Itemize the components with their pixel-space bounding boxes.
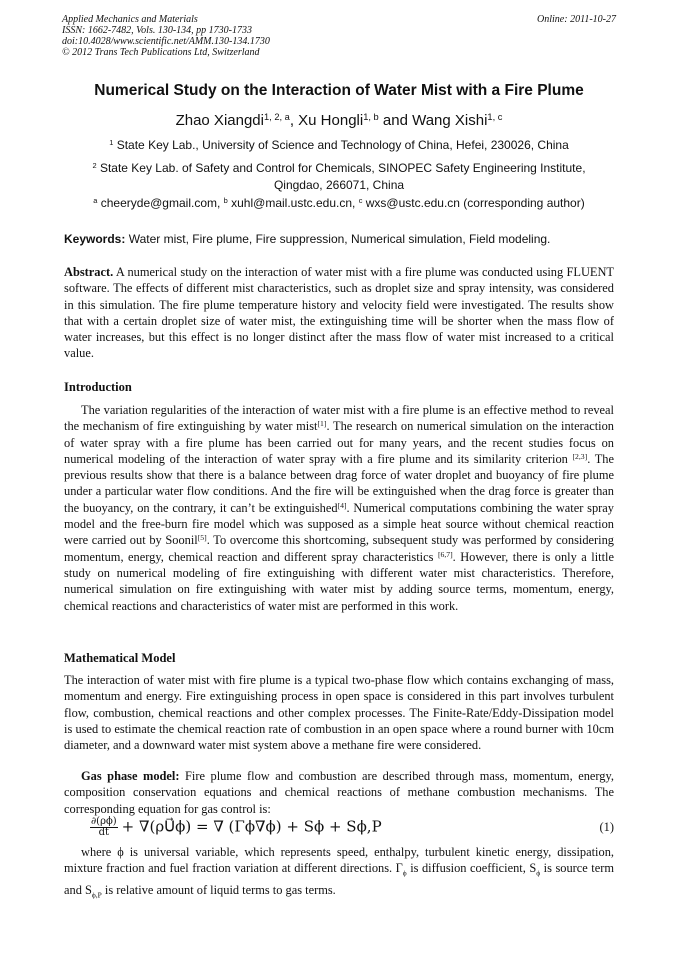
subscript: ϕ bbox=[536, 868, 541, 878]
author-separator: , bbox=[289, 112, 299, 129]
citation: [1] bbox=[317, 419, 327, 429]
explanation-text: is source term and S bbox=[64, 861, 614, 898]
keywords-label: Keywords: bbox=[64, 232, 126, 246]
author-list bbox=[20, 112, 658, 129]
copyright: © 2012 Trans Tech Publications Ltd, Switzerland bbox=[62, 47, 260, 58]
intro-text: . To overcome this shortcoming, subsequent study was performed by considering momentum, energy, chemical reaction and different spray characteristics bbox=[64, 533, 614, 564]
affiliation-1-mark: 1 bbox=[109, 137, 114, 147]
affiliation-1-text: State Key Lab., University of Science and Technology of China, Hefei, 230026, China bbox=[113, 138, 569, 152]
issn: ISSN: 1662-7482, Vols. 130-134, pp 1730-1733 bbox=[62, 25, 252, 36]
explanation-text: is relative amount of liquid terms to gas terms. bbox=[101, 883, 336, 898]
affiliation-2-mark: 2 bbox=[92, 160, 97, 170]
equation-number: (1) bbox=[599, 820, 614, 834]
abstract-text: A numerical study on the interaction of water mist with a fire plume was conducted using FLUENT software. The effects of different mist characteristics, such as droplet size and spray intensity, was considered in this simulation. The fire plume temperature history and velocity field were investigated. The results show that with a certain droplet size of water mist, the extinguishing time will be shorter when the mass flow of water increases, but this effect is no longer distinct after the mass flow of water mist increased to a critical value. bbox=[64, 265, 614, 361]
intro-text: The variation regularities of the interaction of water mist with a fire plume is an effective method to reveal the mechanism of fire extinguishing by water mist bbox=[64, 403, 614, 434]
author-1-affil: 1, 2, a bbox=[263, 111, 290, 122]
introduction-body bbox=[64, 402, 614, 614]
gas-phase-text: Fire plume flow and combustion are described through mass, momentum, energy, composition conservation equations and chemical reactions of methane combustion mechanisms. The corresponding equation for gas control is: bbox=[64, 769, 614, 816]
paper-title: Numerical Study on the Interaction of Water Mist with a Fire Plume bbox=[94, 82, 584, 99]
fraction-denominator: dt bbox=[98, 827, 110, 838]
citation: [2,3] bbox=[572, 451, 588, 461]
intro-text: . However, there is only a little study on numerical modeling of fire extinguishing with different water mist characteristics. Therefore, numerical simulation on fire extinguishing with water mist by adding source terms, momentum, energy, chemical reactions and characteristics of water mist are performed in this work. bbox=[64, 549, 615, 613]
author-1: Zhao Xiangdi bbox=[175, 112, 264, 129]
keywords-text: Water mist, Fire plume, Fire suppression, Numerical simulation, Field modeling. bbox=[125, 232, 551, 246]
email-a-mark: a bbox=[93, 195, 98, 205]
equation-body bbox=[90, 817, 382, 838]
intro-text: . Numerical computations combining the water spray model and the free-burn fire model which was supposed as a simple heat source without chemical reaction were carried out by Soonil bbox=[64, 500, 614, 548]
email-c[interactable]: wxs@ustc.edu.cn (corresponding author) bbox=[362, 196, 585, 210]
introduction-heading: Introduction bbox=[64, 380, 132, 394]
author-2-affil: 1, b bbox=[363, 111, 379, 122]
email-a[interactable]: cheeryde@gmail.com, bbox=[97, 196, 224, 210]
intro-text: . The previous results show that there is a balance between drag force of water droplet and buoyancy of fire plume under a particular water flow conditions. And the fire will be extinguished when the drag force is greater than the buoyancy, on the contrary, it can’t be extinguished bbox=[64, 451, 614, 515]
affiliation-2-line2: Qingdao, 266071, China bbox=[273, 178, 405, 192]
citation: [5] bbox=[197, 533, 207, 543]
online-date: Online: 2011-10-27 bbox=[537, 14, 616, 25]
email-c-mark: c bbox=[358, 195, 363, 205]
equation-terms: + ∇(ρU⃗ϕ) = ∇ (Γϕ∇ϕ) + Sϕ + Sϕ,P bbox=[121, 817, 382, 836]
abstract-label: Abstract. bbox=[64, 265, 114, 279]
subscript: ϕ,P bbox=[91, 890, 102, 900]
email-b-mark: b bbox=[223, 195, 228, 205]
journal-header bbox=[62, 14, 616, 58]
equation-1 bbox=[90, 814, 614, 842]
intro-text: . The research on numerical simulation on the interaction of water spray with a fire plume has been carried out for many years, and the recent studies focus on numerical modeling of the interaction of water spray with a fire plume and its similarity criterion bbox=[64, 419, 614, 466]
explanation-text: where ϕ is universal variable, which represents speed, enthalpy, turbulent kinetic energy, dissipation, mixture fraction and fuel fraction variation at different directions. Γ bbox=[64, 845, 614, 876]
abstract bbox=[64, 264, 614, 362]
affiliation-2-line1: State Key Lab. of Safety and Control for Chemicals, SINOPEC Safety Engineering Institute, bbox=[99, 161, 586, 175]
equation-fraction bbox=[90, 817, 118, 838]
equation-explanation bbox=[64, 844, 614, 904]
math-model-paragraph: The interaction of water mist with fire plume is a typical two-phase flow which contains exchanging of mass, momentum and energy. Fire extinguishing process in open space is considered in this part involves turbulent flow, combustion, chemical reactions and other complex processes. The Finite-Rate/Eddy-Dissipation model is used to estimate the chemical reaction rate of combustion in an open space where a round burner with 10cm diameter, and a downward water mist system above a methane fire were considered. bbox=[64, 673, 614, 753]
email-list bbox=[60, 195, 618, 212]
citation: [4] bbox=[337, 500, 347, 510]
journal-name: Applied Mechanics and Materials bbox=[62, 14, 198, 25]
author-2: Xu Hongli bbox=[298, 112, 364, 129]
email-b[interactable]: xuhl@mail.ustc.edu.cn, bbox=[227, 196, 359, 210]
author-separator: and bbox=[378, 112, 413, 129]
fraction-numerator: ∂(ρϕ) bbox=[91, 816, 117, 827]
gas-phase-paragraph bbox=[64, 768, 614, 817]
author-3: Wang Xishi bbox=[412, 112, 488, 129]
affiliation-2 bbox=[60, 160, 618, 194]
keywords bbox=[64, 232, 618, 246]
explanation-text: is diffusion coefficient, S bbox=[406, 861, 537, 876]
gas-phase-label: Gas phase model: bbox=[81, 769, 180, 783]
math-model-heading: Mathematical Model bbox=[64, 651, 176, 665]
affiliation-1 bbox=[60, 137, 618, 154]
doi: doi:10.4028/www.scientific.net/AMM.130-134.1730 bbox=[62, 36, 270, 47]
citation: [6,7] bbox=[437, 549, 453, 559]
subscript: ϕ bbox=[402, 868, 407, 878]
author-3-affil: 1, c bbox=[487, 111, 503, 122]
